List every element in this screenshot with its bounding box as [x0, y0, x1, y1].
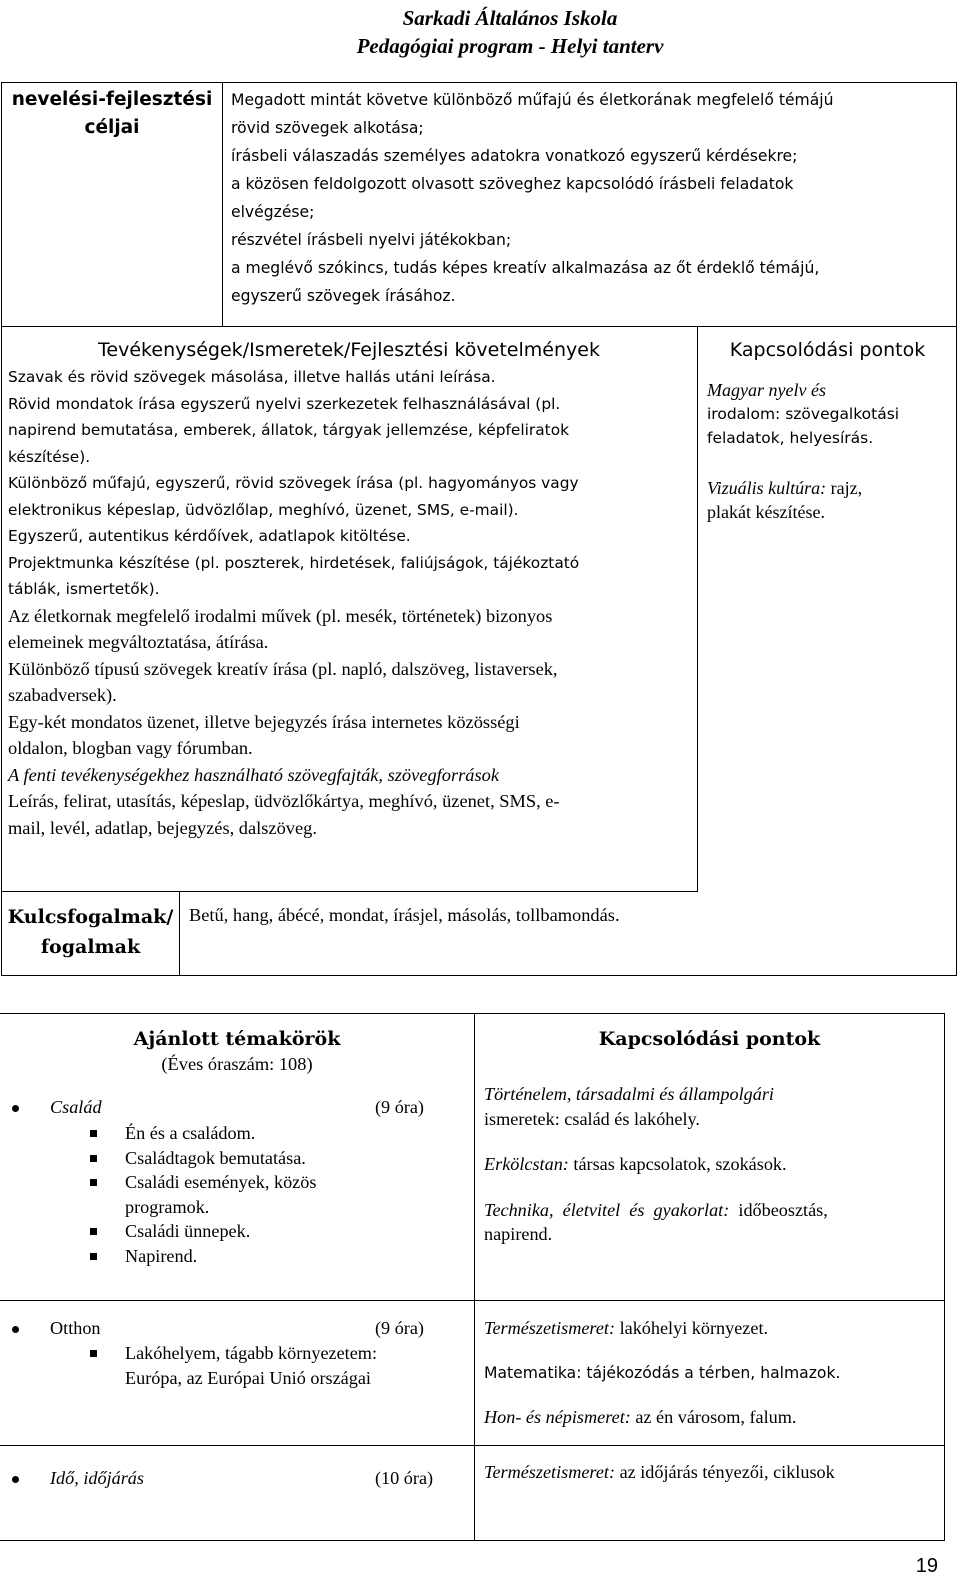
topics-heading: Ajánlott témakörök (Éves óraszám: 108) [133, 1028, 341, 1074]
divider [1, 891, 698, 892]
topic-hours: (10 óra) [375, 1468, 434, 1488]
goals-text: Megadott mintát követve különböző műfajú és életkorának megfelelő témájú rövid szövegek alkotása; írásbeli válaszadás személyes adatokra vonatkozó egyszerű kérdésekre; a közösen feldolgozott olvasott szöveghez kapcsolódó írásbeli feladatok elvégzése; részvétel írásbeli nyelvi játékokban; a meglévő szókincs, tudás képes kreatív alkalmazása az őt érdeklő témájú, egyszerű szövegek írásához. [231, 91, 834, 305]
topic-connections: Természetismeret: lakóhelyi környezet. Matematika: tájékozódás a térben, halmazok. Hon- és népismeret: az én városom, falum. [484, 1318, 841, 1427]
topic-connections: Természetismeret: az időjárás tényezői, ciklusok [484, 1462, 835, 1482]
divider [697, 326, 698, 892]
divider [179, 891, 180, 976]
page-number: 19 [915, 1555, 938, 1577]
bullet-icon [12, 1326, 19, 1333]
program-title: Pedagógiai program - Helyi tanterv [356, 34, 664, 58]
square-bullet-icon [90, 1130, 97, 1137]
topic-hours: (9 óra) [375, 1318, 424, 1338]
square-bullet-icon [90, 1155, 97, 1162]
keywords-label: Kulcsfogalmak/ fogalmak [7, 906, 174, 958]
divider [0, 1300, 945, 1301]
goals-label: nevelési-fejlesztési céljai [11, 89, 213, 138]
keywords-text: Betű, hang, ábécé, mondat, írásjel, másolás, tollbamondás. [189, 905, 620, 925]
activities-heading: Tevékenységek/Ismeretek/Fejlesztési követelmények [98, 339, 600, 361]
square-bullet-icon [90, 1253, 97, 1260]
divider [0, 1445, 945, 1446]
divider [474, 1013, 475, 1541]
topic-items: Én és a családom. Családtagok bemutatása. Családi események, közös programok. Családi ünnepek. Napirend. [125, 1123, 317, 1266]
divider [0, 1540, 945, 1541]
sources-title: A fenti tevékenységekhez használható szövegfajták, szövegforrások [8, 764, 499, 785]
divider [944, 1013, 945, 1541]
divider [1, 326, 957, 327]
topic-title: Idő, időjárás [50, 1468, 144, 1488]
topic-connections: Történelem, társadalmi és állampolgári ismeretek: család és lakóhely. Erkölcstan: társas kapcsolatok, szokások. Technika, életvitel és gyakorlat: időbeosztás, napirend. [484, 1084, 828, 1244]
topic-title: Család [50, 1097, 102, 1117]
square-bullet-icon [90, 1179, 97, 1186]
square-bullet-icon [90, 1228, 97, 1235]
activities-list: Szavak és rövid szövegek másolása, illetve hallás utáni leírása. Rövid mondatok írása egyszerű nyelvi szerkezetek felhasználásával (pl. napirend bemutatása, emberek, állatok, tárgyak jellemzése, képfeliratok készítése). Különböző műfajú, egyszerű, rövid szövegek írása (pl. hagyományos vagy elektronikus képeslap, üdvözlőlap, meghívó, üzenet, SMS, e-mail). Egyszerű, autentikus kérdőívek, adatlapok kitöltése. Projektmunka készítése (pl. poszterek, hirdetések, faliújságok, tájékoztató táblák, ismertetők). Az életkornak megfelelő irodalmi művek (pl. mesék, történetek) bizonyos elemeinek megváltoztatása, átírása. Különböző típusú szövegek kreatív írása (pl. napló, dalszöveg, listaversek, szabadversek). Egy-két mondatos üzenet, illetve bejegyzés írása internetes közösségi oldalon, blogban vagy fórumban. A fenti tevékenységekhez használható szövegfajták, szövegforrások Leírás, felirat, utasítás, képeslap, üdvözlőkártya, meghívó, üzenet, SMS, e- mail, levél, adatlap, bejegyzés, dalszöveg. [8, 364, 696, 841]
topic-items: Lakóhelyem, tágabb környezetem: Európa, az Európai Unió országai [125, 1343, 377, 1388]
square-bullet-icon [90, 1350, 97, 1357]
topic-hours: (9 óra) [375, 1097, 424, 1117]
divider [0, 1013, 945, 1014]
document-header [0, 4, 960, 60]
bullet-icon [12, 1105, 19, 1112]
divider [222, 82, 223, 327]
connections-heading: Kapcsolódási pontok [729, 339, 926, 361]
school-name: Sarkadi Általános Iskola [402, 6, 618, 30]
bullet-icon [12, 1476, 19, 1483]
topics-connections-heading: Kapcsolódási pontok [598, 1028, 821, 1050]
connections-list: Magyar nyelv és irodalom: szövegalkotási feladatok, helyesírás. Vizuális kultúra: rajz, plakát készítése. [707, 380, 900, 522]
topic-title: Otthon [50, 1318, 101, 1338]
